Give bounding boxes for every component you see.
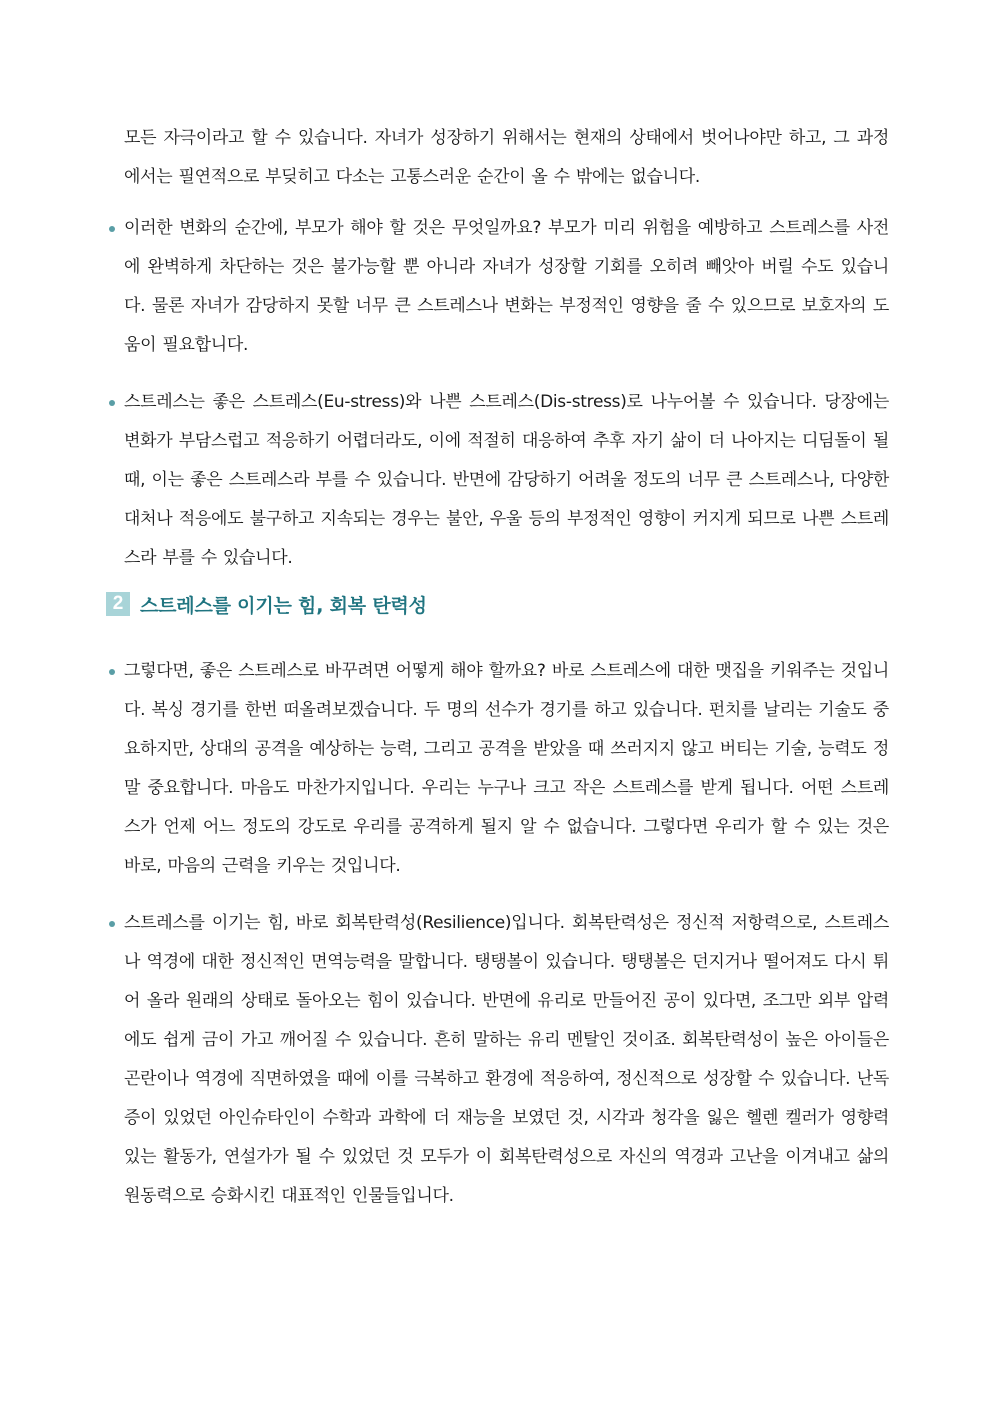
bullet-icon [109,921,115,927]
bullet-icon [109,669,115,675]
bullet-icon [109,400,115,406]
bullet-icon [109,226,115,232]
bullet-paragraph-parent-role: 이러한 변화의 순간에, 부모가 해야 할 것은 무엇일까요? 부모가 미리 위험을 예방하고 스트레스를 사전에 완벽하게 차단하는 것은 불가능할 뿐 아니라 자녀가 성장할 기회를 오히려 빼앗아 버릴 수도 있습니다. 물론 자녀가 감당하지 못할 너무 큰 스트레스나 변화는 부정적인 영향을 줄 수 있으므로 보호자의 도움이 필요합니다. [124,218,889,355]
bullet-paragraph-resilience: 스트레스를 이기는 힘, 바로 회복탄력성(Resilience)입니다. 회복탄력성은 정신적 저항력으로, 스트레스나 역경에 대한 정신적인 면역능력을 말합니다. 탱탱볼이 있습니다. 탱탱볼은 던지거나 떨어져도 다시 튀어 올라 원래의 상태로 돌아오는 힘이 있습니다. 반면에 유리로 만들어진 공이 있다면, 조그만 외부 압력에도 쉽게 금이 가고 깨어질 수 있습니다. 흔히 말하는 유리 멘탈인 것이죠. 회복탄력성이 높은 아이들은 곤란이나 역경에 직면하였을 때에 이를 극복하고 환경에 적응하여, 정신적으로 성장할 수 있습니다. 난독증이 있었던 아인슈타인이 수학과 과학에 더 재능을 보였던 것, 시각과 청각을 잃은 헬렌 켈러가 영향력 있는 활동가, 연설가가 될 수 있었던 것 모두가 이 회복탄력성으로 자신의 역경과 고난을 이겨내고 삶의 원동력으로 승화시킨 대표적인 인물들입니다. [124,913,889,1206]
section-title: 스트레스를 이기는 힘, 회복 탄력성 [140,594,427,617]
continuation-paragraph: 모든 자극이라고 할 수 있습니다. 자녀가 성장하기 위해서는 현재의 상태에서 벗어나야만 하고, 그 과정에서는 필연적으로 부딪히고 다소는 고통스러운 순간이 올 수 밖에는 없습니다. [124,128,889,187]
section-heading [106,591,427,617]
bullet-paragraph-stress-types: 스트레스는 좋은 스트레스(Eu-stress)와 나쁜 스트레스(Dis-stress)로 나누어볼 수 있습니다. 당장에는 변화가 부담스럽고 적응하기 어렵더라도, 이에 적절히 대응하여 추후 자기 삶이 더 나아지는 디딤돌이 될 때, 이는 좋은 스트레스라 부를 수 있습니다. 반면에 감당하기 어려울 정도의 너무 큰 스트레스나, 다양한 대처나 적응에도 불구하고 지속되는 경우는 불안, 우울 등의 부정적인 영향이 커지게 되므로 나쁜 스트레스라 부를 수 있습니다. [124,392,889,568]
section-number-badge: 2 [106,592,130,616]
bullet-paragraph-boxing-analogy: 그렇다면, 좋은 스트레스로 바꾸려면 어떻게 해야 할까요? 바로 스트레스에 대한 맷집을 키워주는 것입니다. 복싱 경기를 한번 떠올려보겠습니다. 두 명의 선수가 경기를 하고 있습니다. 펀치를 날리는 기술도 중요하지만, 상대의 공격을 예상하는 능력, 그리고 공격을 받았을 때 쓰러지지 않고 버티는 기술, 능력도 정말 중요합니다. 마음도 마찬가지입니다. 우리는 누구나 크고 작은 스트레스를 받게 됩니다. 어떤 스트레스가 언제 어느 정도의 강도로 우리를 공격하게 될지 알 수 없습니다. 그렇다면 우리가 할 수 있는 것은 바로, 마음의 근력을 키우는 것입니다. [124,661,889,876]
